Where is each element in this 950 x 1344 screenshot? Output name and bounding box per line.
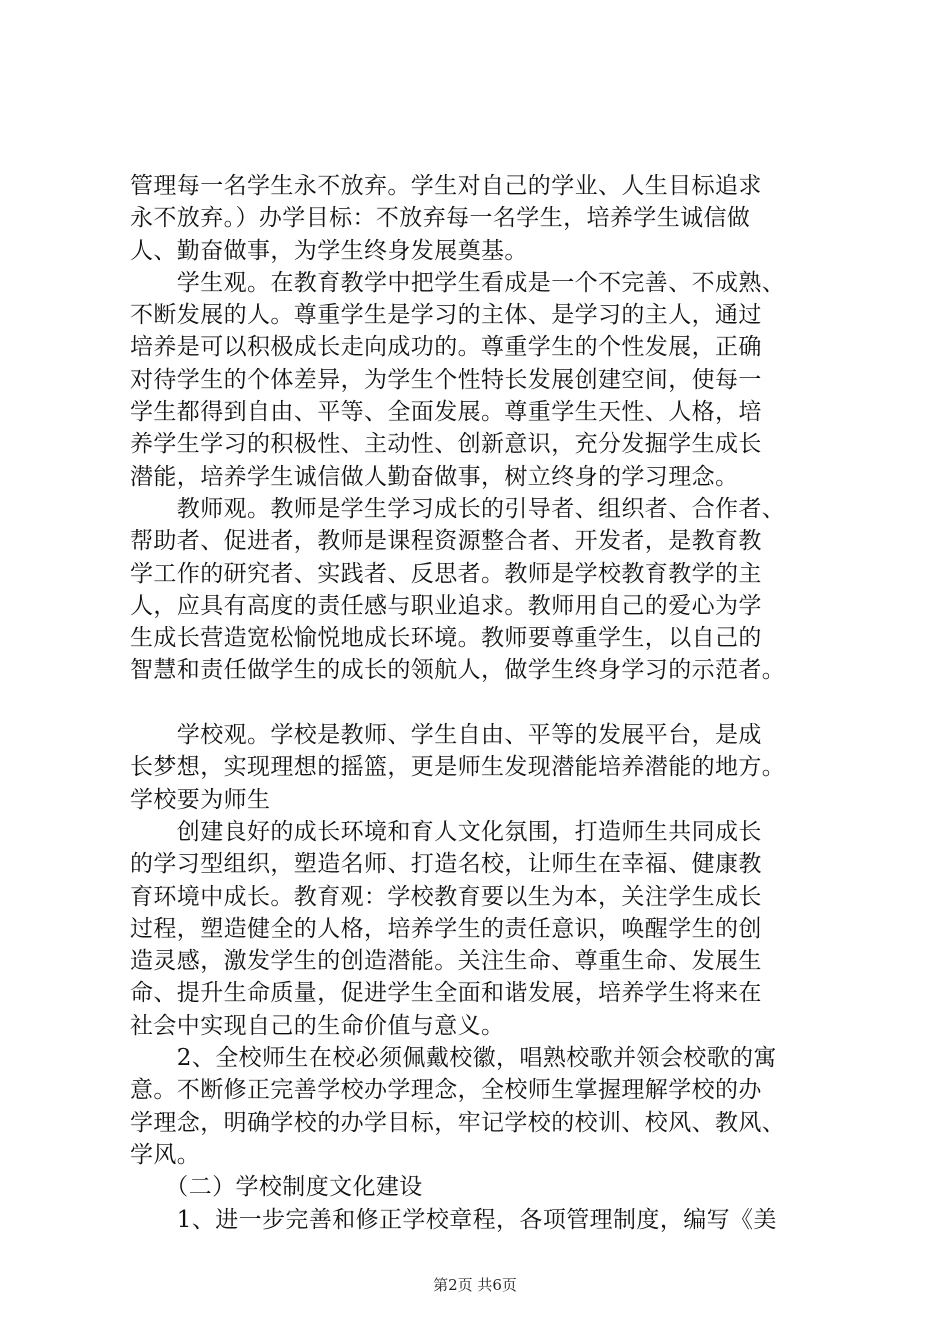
text-line: 管理每一名学生永不放弃。学生对自己的学业、人生目标追求 [130,173,762,199]
text-line: 创建良好的成长环境和育人文化氛围，打造师生共同成长 [130,818,762,845]
text-line: 生成长营造宽松愉悦地成长环境。教师要尊重学生，以自己的 [130,625,762,652]
text-line: 2、全校师生在校必须佩戴校徽，唱熟校歌并领会校歌的寓 [130,1045,777,1072]
body-text [130,170,830,1236]
text-line: 人、勤奋做事，为学生终身发展奠基。 [130,237,528,264]
text-line: 的学习型组织，塑造名师、打造名校，让师生在幸福、健康教 [130,851,762,878]
text-line: 长梦想，实现理想的摇篮，更是师生发现潜能培养潜能的地方。 [130,754,786,781]
text-line: 不断发展的人。尊重学生是学习的主体、是学习的主人，通过 [130,302,762,329]
text-line: 意。不断修正完善学校办学理念，全校师生掌握理解学校的办 [130,1077,762,1104]
text-line: 学生都得到自由、平等、全面发展。尊重学生天性、人格，培 [130,399,762,426]
page-footer: 第2页 共6页 [433,1276,517,1294]
text-line: 1、进一步完善和修正学校章程，各项管理制度，编写《美 [130,1206,777,1233]
text-line: 学校要为师生 [130,786,271,813]
text-line: 智慧和责任做学生的成长的领航人，做学生终身学习的示范者。 [130,657,786,684]
text-line: （二）学校制度文化建设 [130,1174,423,1201]
text-line: 教师观。教师是学生学习成长的引导者、组织者、合作者、 [130,495,786,522]
text-line: 对待学生的个体差异，为学生个性特长发展创建空间，使每一 [130,366,762,393]
text-line: 帮助者、促进者，教师是课程资源整合者、开发者，是教育教 [130,528,762,555]
text-line: 命、提升生命质量，促进学生全面和谐发展，培养学生将来在 [130,980,762,1007]
text-line: 永不放弃。）办学目标：不放弃每一名学生，培养学生诚信做 [130,205,751,232]
text-line: 造灵感，激发学生的创造潜能。关注生命、尊重生命、发展生 [130,948,762,975]
blank-line [130,687,830,719]
text-line: 潜能，培养学生诚信做人勤奋做事，树立终身的学习理念。 [130,463,739,490]
text-line: 社会中实现自己的生命价值与意义。 [130,1012,505,1039]
text-line: 养学生学习的积极性、主动性、创新意识，充分发掘学生成长 [130,431,762,458]
text-line: 学风。 [130,1141,201,1168]
text-line: 培养是可以积极成长走向成功的。尊重学生的个性发展，正确 [130,334,762,361]
text-line: 人，应具有高度的责任感与职业追求。教师用自己的爱心为学 [130,592,762,619]
text-line: 过程，塑造健全的人格，培养学生的责任意识，唤醒学生的创 [130,915,762,942]
text-line: 育环境中成长。教育观：学校教育要以生为本，关注学生成长 [130,883,762,910]
text-line: 学校观。学校是教师、学生自由、平等的发展平台，是成 [130,722,762,749]
text-line: 学理念，明确学校的办学目标，牢记学校的校训、校风、教风、 [130,1109,786,1136]
text-line: 学生观。在教育教学中把学生看成是一个不完善、不成熟、 [130,269,786,296]
text-line: 学工作的研究者、实践者、反思者。教师是学校教育教学的主 [130,560,762,587]
